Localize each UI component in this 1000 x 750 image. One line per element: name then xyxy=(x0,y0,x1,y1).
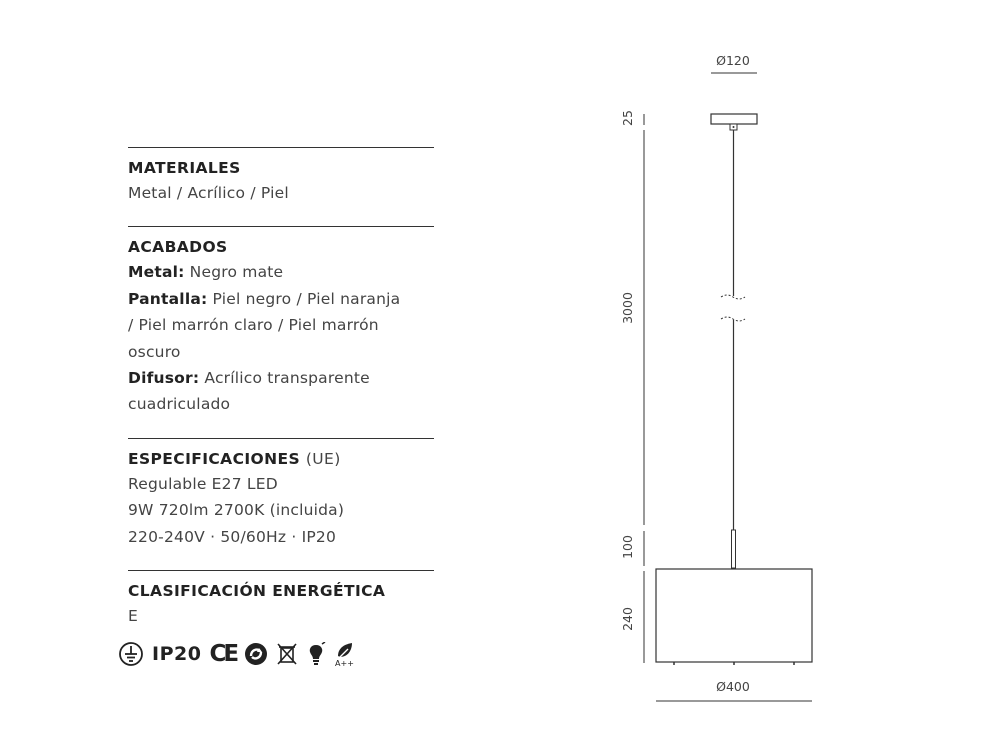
canopy xyxy=(711,114,757,124)
energy-class-text: A++ xyxy=(335,659,354,668)
specs-line1: Regulable E27 LED xyxy=(128,474,278,493)
specs-title-suffix: (UE) xyxy=(305,449,341,468)
finish-shade-line2: / Piel marrón claro / Piel marrón xyxy=(128,316,379,335)
ce-mark-icon: CE xyxy=(209,641,237,667)
finishes-title: ACABADOS xyxy=(128,238,228,257)
canopy-height-label: 25 xyxy=(620,110,635,126)
lamp-shade xyxy=(656,569,812,662)
finish-metal-value: Negro mate xyxy=(189,263,284,282)
finish-shade-label: Pantalla: xyxy=(128,289,208,308)
specs-title-text: ESPECIFICACIONES xyxy=(128,449,301,468)
lamp-stem xyxy=(732,530,736,568)
finish-metal-label: Metal: xyxy=(128,263,185,282)
shade-height-label: 240 xyxy=(620,607,635,631)
finish-diffuser-line1: Acrílico transparente xyxy=(204,369,370,388)
shade-diameter-label: Ø400 xyxy=(716,679,750,694)
finish-shade-line1: Piel negro / Piel naranja xyxy=(212,289,401,308)
finish-diffuser-label: Difusor: xyxy=(128,369,200,388)
stem-length-label: 100 xyxy=(620,535,635,559)
cable-length-label: 3000 xyxy=(620,292,635,324)
specs-line3: 220-240V · 50/60Hz · IP20 xyxy=(128,527,337,546)
energy-title: CLASIFICACIÓN ENERGÉTICA xyxy=(128,582,386,601)
finish-shade-line3: oscuro xyxy=(128,342,181,361)
ip20-label: IP20 xyxy=(152,643,202,665)
materials-title: MATERIALES xyxy=(128,159,241,177)
finish-diffuser-line2: cuadriculado xyxy=(128,395,231,414)
canopy-diameter-label: Ø120 xyxy=(716,53,750,68)
energy-value: E xyxy=(128,607,138,626)
materials-text: Metal / Acrílico / Piel xyxy=(128,184,289,202)
specs-line2: 9W 720lm 2700K (incluida) xyxy=(128,501,345,520)
